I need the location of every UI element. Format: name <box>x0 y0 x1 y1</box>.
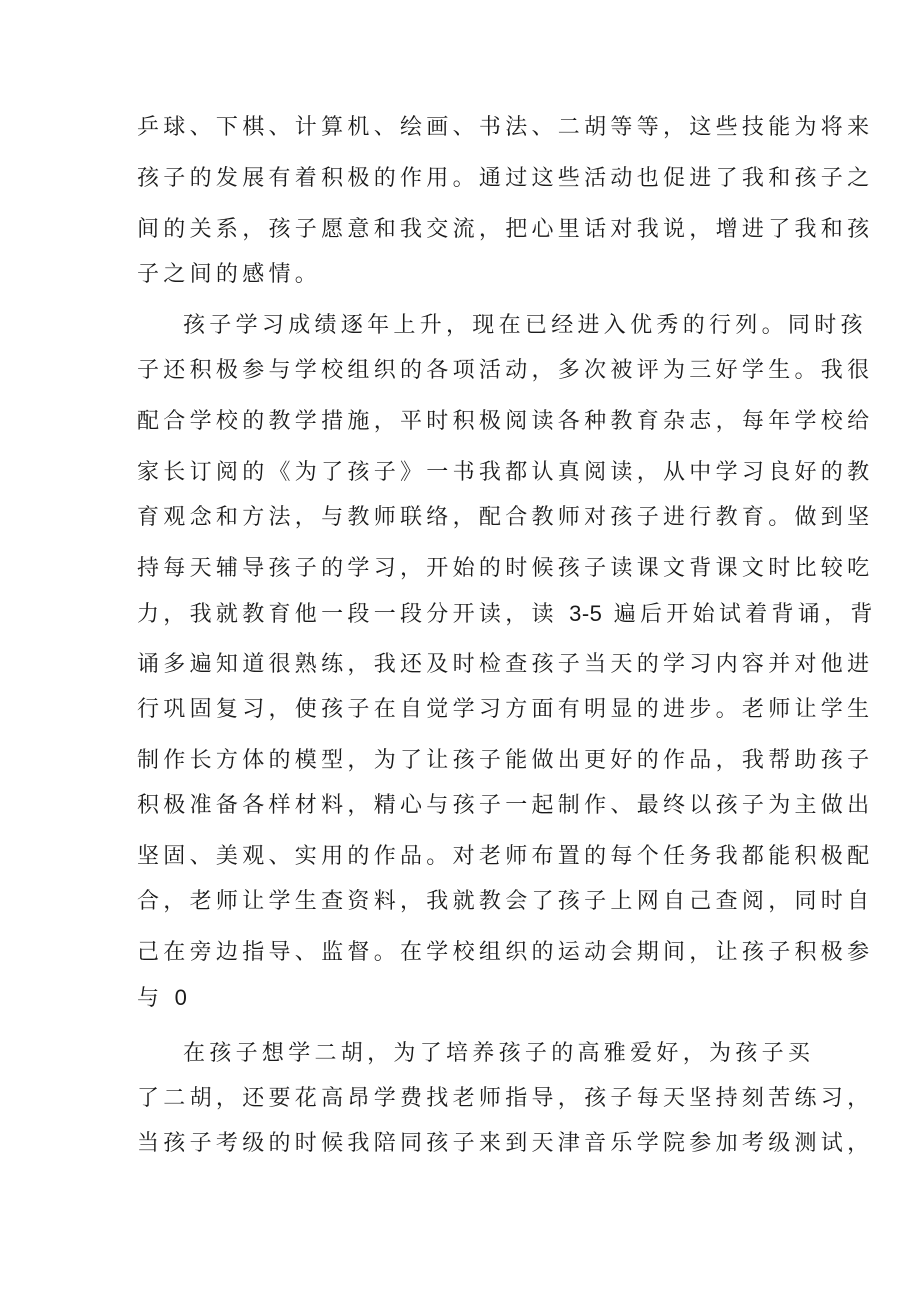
text-line: 配合学校的教学措施，平时积极阅读各种教育杂志，每年学校给 <box>137 409 874 434</box>
text-line: 子还积极参与学校组织的各项活动，多次被评为三好学生。我很 <box>137 358 874 383</box>
text-line: 乒球、下棋、计算机、绘画、书法、二胡等等，这些技能为将来 <box>137 115 874 140</box>
text-segment: 遍后开始试着背诵，背 <box>602 602 877 627</box>
text-line: 育观念和方法，与教师联络，配合教师对孩子进行教育。做到坚 <box>137 505 874 530</box>
text-line: 当孩子考级的时候我陪同孩子来到天津音乐学院参加考级测试， <box>137 1131 874 1156</box>
text-line: 合，老师让学生查资料，我就教会了孩子上网自己查阅，同时自 <box>137 889 874 914</box>
text-line: 持每天辅导孩子的学习，开始的时候孩子读课文背课文时比较吃 <box>137 556 874 581</box>
text-line: 了二胡，还要花高昂学费找老师指导，孩子每天坚持刻苦练习， <box>137 1086 874 1111</box>
text-line <box>137 983 187 1014</box>
paragraph-first-line: 孩子学习成绩逐年上升，现在已经进入优秀的行列。同时孩 <box>183 313 867 338</box>
text-line: 坚固、美观、实用的作品。对老师布置的每个任务我都能积极配 <box>137 844 874 869</box>
number-text: 0 <box>174 985 188 1010</box>
text-line: 诵多遍知道很熟练，我还及时检查孩子当天的学习内容并对他进 <box>137 652 874 677</box>
paragraph-first-line: 在孩子想学二胡，为了培养孩子的高雅爱好，为孩子买 <box>183 1041 815 1066</box>
text-line: 孩子的发展有着积极的作用。通过这些活动也促进了我和孩子之 <box>137 166 874 191</box>
text-segment: 力，我就教育他一段一段分开读，读 <box>137 602 570 627</box>
text-line: 间的关系，孩子愿意和我交流，把心里话对我说，增进了我和孩 <box>137 217 874 242</box>
text-line <box>137 599 877 630</box>
text-line: 积极准备各样材料，精心与孩子一起制作、最终以孩子为主做出 <box>137 793 874 818</box>
number-text: 3-5 <box>569 601 603 626</box>
text-line: 制作长方体的模型，为了让孩子能做出更好的作品，我帮助孩子 <box>137 748 874 773</box>
text-line: 子之间的感情。 <box>137 262 322 287</box>
text-line: 家长订阅的《为了孩子》一书我都认真阅读，从中学习良好的教 <box>137 460 874 485</box>
text-line: 行巩固复习，使孩子在自觉学习方面有明显的进步。老师让学生 <box>137 697 874 722</box>
text-segment: 与 <box>137 986 175 1011</box>
text-line: 己在旁边指导、监督。在学校组织的运动会期间，让孩子积极参 <box>137 940 874 965</box>
